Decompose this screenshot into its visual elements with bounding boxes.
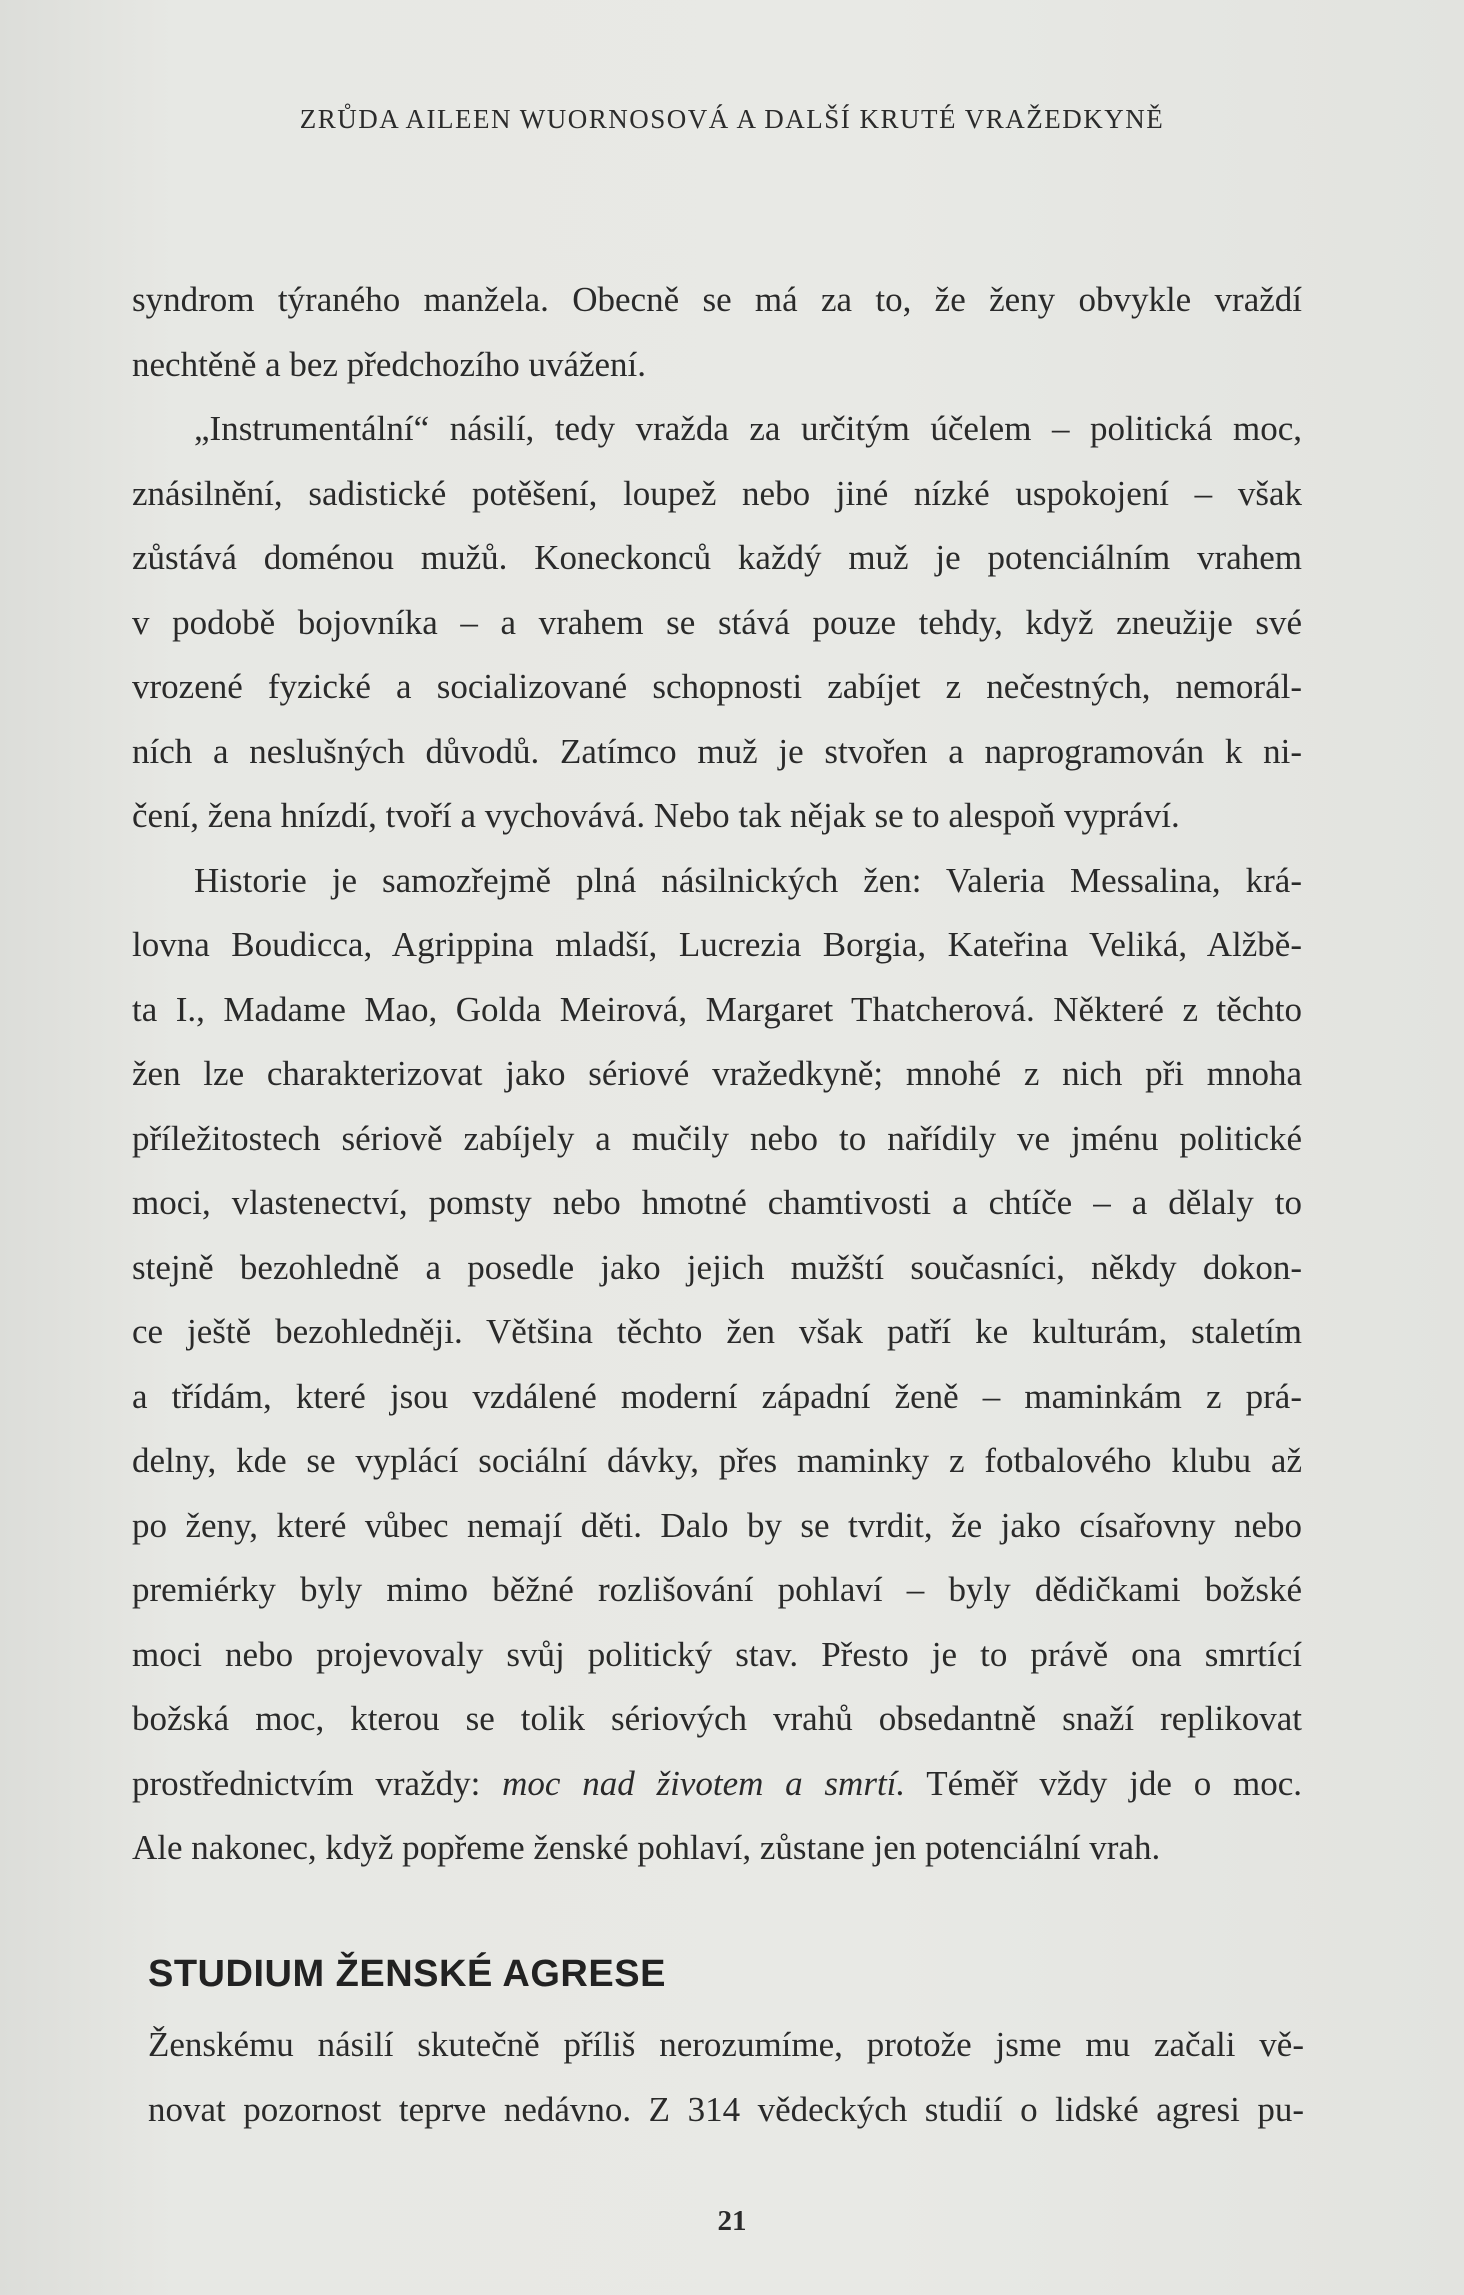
text-line: syndrom týraného manžela. Obecně se má za to, že ženy obvykle vraždí — [132, 280, 1302, 319]
text-line: delny, kde se vyplácí sociální dávky, přes maminky z fotbalového klubu až — [132, 1441, 1302, 1480]
text-line: čení, žena hnízdí, tvoří a vychovává. Nebo tak nějak se to alespoň vypráví. — [132, 796, 1180, 835]
text-line: božská moc, kterou se tolik sériových vrahů obsedantně snaží replikovat — [132, 1699, 1302, 1738]
text-line: ních a neslušných důvodů. Zatímco muž je stvořen a naprogramován k ni- — [132, 731, 1302, 771]
section-text — [148, 2013, 1304, 2142]
text-line: „Instrumentální“ násilí, tedy vražda za určitým účelem – politická moc, — [194, 409, 1302, 448]
text-line: nechtěně a bez předchozího uvážení. — [132, 344, 647, 384]
text-line: a třídám, které jsou vzdálené moderní západní ženě – maminkám z prá- — [132, 1376, 1302, 1416]
text-line: novat pozornost teprve nedávno. Z 314 vědeckých studií o lidské agresi pu- — [148, 2089, 1304, 2129]
page-number: 21 — [717, 2205, 747, 2237]
paragraph-1 — [132, 268, 1302, 397]
text-line: Ženskému násilí skutečně příliš nerozumíme, protože jsme mu začali vě- — [148, 2025, 1304, 2064]
text-line: příležitostech sériově zabíjely a mučily nebo to nařídily ve jménu politické — [132, 1118, 1302, 1158]
text-line: premiérky byly mimo běžné rozlišování pohlaví – byly dědičkami božské — [132, 1570, 1302, 1609]
text-line: lovna Boudicca, Agrippina mladší, Lucrezia Borgia, Kateřina Veliká, Alžbě- — [132, 925, 1302, 964]
body-text — [132, 268, 1302, 1881]
text-line: po ženy, které vůbec nemají děti. Dalo by se tvrdit, že jako císařovny nebo — [132, 1505, 1302, 1545]
running-head: ZRŮDA AILEEN WUORNOSOVÁ A DALŠÍ KRUTÉ VRAŽEDKYNĚ — [299, 104, 1165, 134]
paragraph-2 — [132, 397, 1302, 849]
text-line: moci, vlastenectví, pomsty nebo hmotné chamtivosti a chtíče – a dělaly to — [132, 1183, 1302, 1222]
text-line: ta I., Madame Mao, Golda Meirová, Margaret Thatcherová. Některé z těchto — [132, 989, 1302, 1029]
text-line: ce ještě bezohledněji. Většina těchto žen však patří ke kulturám, staletím — [132, 1312, 1302, 1351]
text-line: znásilnění, sadistické potěšení, loupež nebo jiné nízké uspokojení – však — [132, 473, 1302, 513]
text-line: žen lze charakterizovat jako sériové vražedkyně; mnohé z nich při mnoha — [132, 1054, 1302, 1093]
text-line: Historie je samozřejmě plná násilnických žen: Valeria Messalina, krá- — [194, 860, 1302, 900]
text-line: Ale nakonec, když popřeme ženské pohlaví, zůstane jen potenciální vrah. — [132, 1828, 1161, 1867]
section-heading: STUDIUM ŽENSKÉ AGRESE — [148, 1953, 666, 1995]
text-line: v podobě bojovníka – a vrahem se stává pouze tehdy, když zneužije své — [132, 602, 1302, 642]
text-line: moci nebo projevovaly svůj politický stav. Přesto je to právě ona smrtící — [132, 1634, 1302, 1674]
paragraph-3 — [132, 849, 1302, 1881]
text-span: prostřednictvím vraždy: — [132, 1763, 503, 1803]
text-line: vrozené fyzické a socializované schopnosti zabíjet z nečestných, nemorál- — [132, 667, 1302, 706]
text-line: stejně bezohledně a posedle jako jejich mužští současníci, někdy dokon- — [132, 1247, 1302, 1287]
text-span: Téměř vždy jde o moc. — [905, 1763, 1303, 1803]
text-line: zůstává doménou mužů. Koneckonců každý muž je potenciálním vrahem — [132, 538, 1302, 577]
italic-phrase: moc nad životem a smrtí. — [502, 1763, 906, 1803]
text-line — [132, 1752, 1302, 1817]
